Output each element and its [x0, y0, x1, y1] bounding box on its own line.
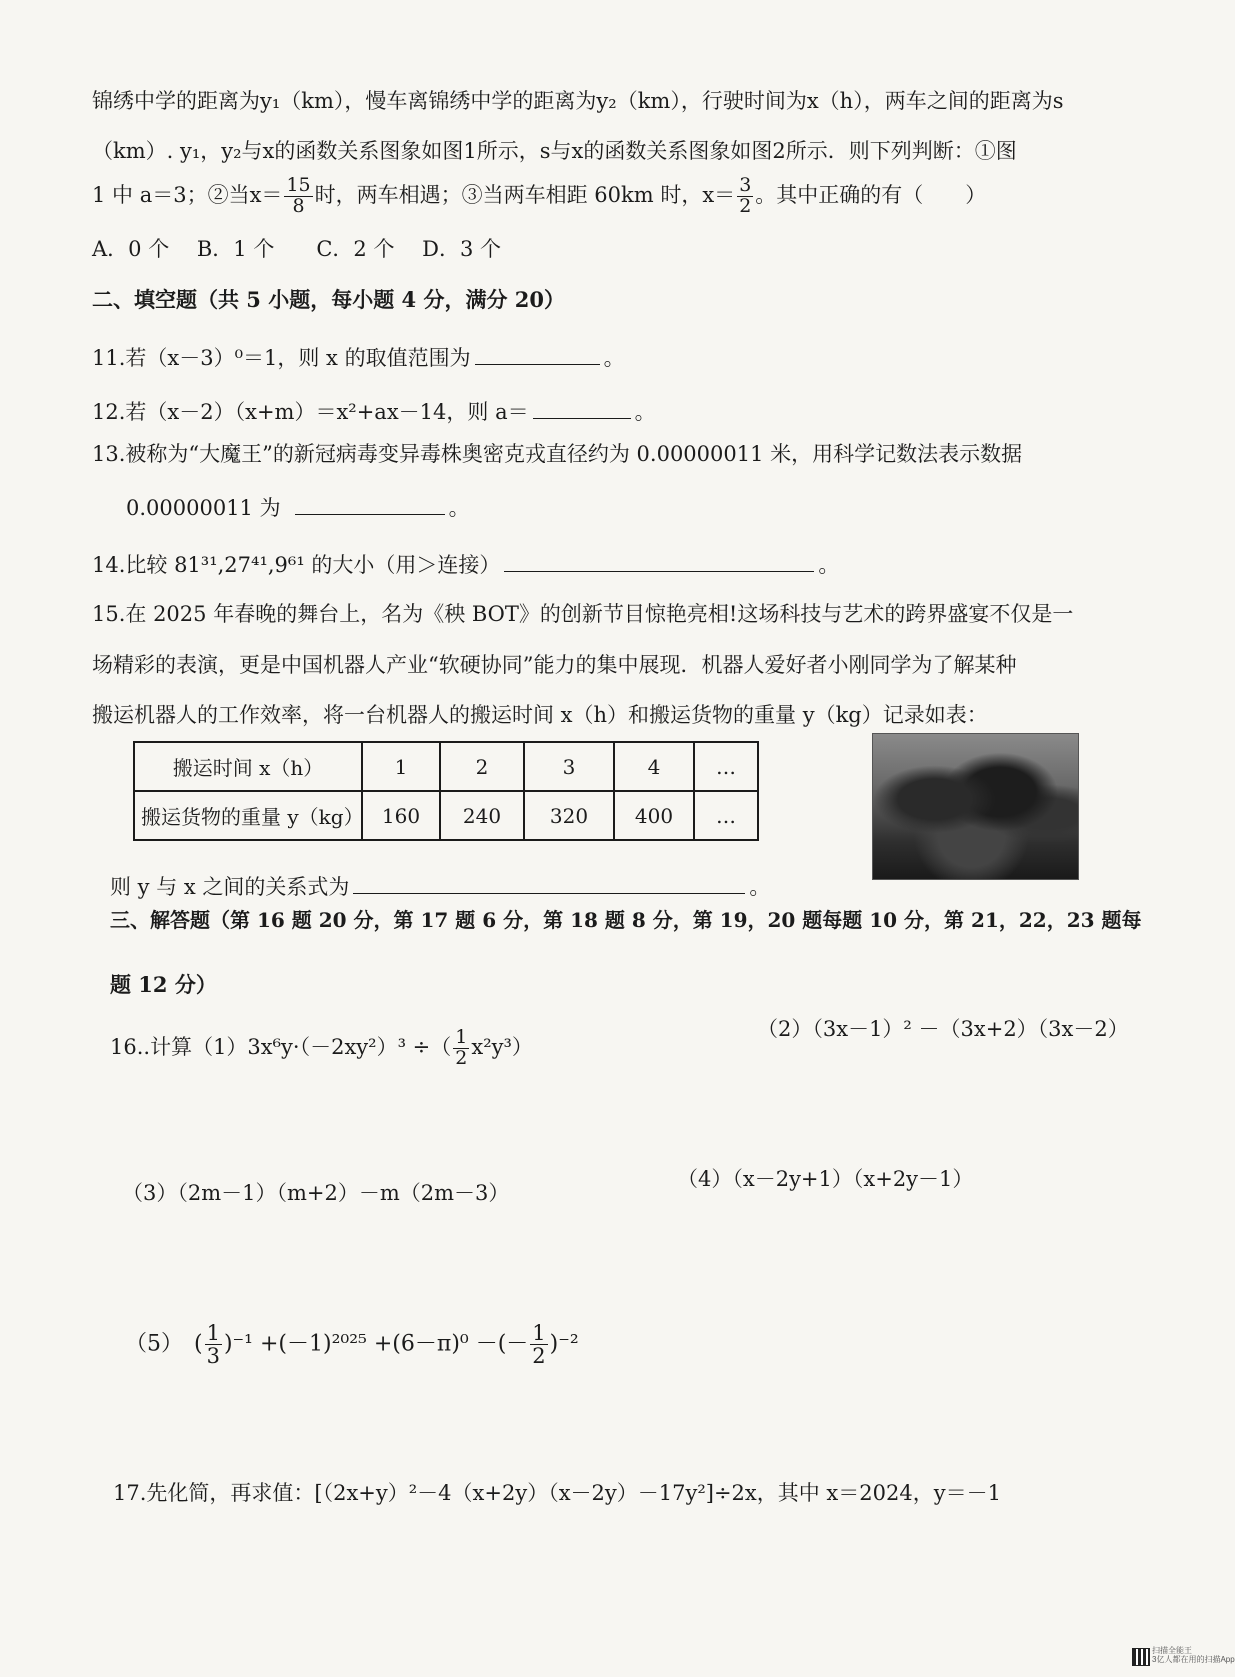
q16-part-5: （5） ( $\frac{1}{3}$ )⁻¹ +(－1)²⁰²⁵ +(6－π)⁰ －(－ $\frac{1}{2}$ )⁻²: [125, 1321, 579, 1369]
q10-line-3-c: 。其中正确的有（ ）: [755, 182, 987, 207]
q16-p5-label: （5）: [125, 1331, 172, 1357]
scanner-watermark: [1152, 1647, 1235, 1665]
table-cell: 1: [362, 742, 440, 791]
fraction-denominator: 2: [455, 1046, 468, 1069]
q15-line-3: 搬运机器人的工作效率，将一台机器人的搬运时间 x（h）和搬运货物的重量 y（kg）记录如表：: [92, 703, 988, 727]
q16-part-4: （4）（x－2y+1）（x+2y－1）: [677, 1167, 974, 1191]
q14-answer-blank[interactable]: [504, 567, 814, 572]
table-cell: 240: [440, 791, 524, 840]
q13-line-2: [126, 495, 470, 521]
q17: 17.先化简，再求值：[（2x+y）²－4（x+2y）（x－2y）－17y²]÷2x，其中 x＝2024，y＝－1: [113, 1481, 1001, 1505]
robot-performance-photo: [872, 733, 1079, 880]
q13-end: 。: [448, 496, 470, 520]
table-cell: …: [694, 742, 758, 791]
q10-line-3: [92, 176, 986, 217]
q13-line-1: 13.被称为“大魔王”的新冠病毒变异毒株奥密克戎直径约为 0.00000011 米，用科学记数法表示数据: [92, 442, 1023, 466]
record-table: [133, 741, 759, 841]
table-header-cell: 搬运货物的重量 y（kg）: [134, 791, 362, 840]
table-cell: 160: [362, 791, 440, 840]
fraction-denominator: 3: [206, 1344, 220, 1369]
table-cell: …: [694, 791, 758, 840]
q11-answer-blank[interactable]: [475, 360, 600, 365]
fraction-1-3: [205, 1322, 222, 1367]
fraction-denominator: 8: [292, 194, 305, 217]
table-cell: 2: [440, 742, 524, 791]
fraction-1-2: [530, 1322, 547, 1367]
table-row: [134, 742, 758, 791]
q15-line-2: 场精彩的表演，更是中国机器人产业“软硬协同”能力的集中展现．机器人爱好者小刚同学为了解某种: [92, 653, 1017, 677]
q10-line-3-b: 时，两车相遇；③当两车相距 60km 时，x＝: [314, 182, 736, 207]
fraction-denominator: 2: [739, 194, 752, 217]
q10-line-3-a: 1 中 a＝3；②当x＝: [92, 182, 283, 207]
q15-after-text: 则 y 与 x 之间的关系式为: [110, 875, 350, 899]
table-header-cell: 搬运时间 x（h）: [134, 742, 362, 791]
fraction-15-8: [284, 176, 312, 217]
q16-part-3: （3）（2m－1）（m+2）－m（2m－3）: [122, 1181, 510, 1205]
watermark-title: 扫描全能王: [1152, 1646, 1192, 1655]
q13-answer-blank[interactable]: [295, 510, 445, 515]
q15-answer-blank[interactable]: [353, 889, 745, 894]
section-3-heading: 三、解答题（第 16 题 20 分，第 17 题 6 分，第 18 题 8 分，第 19，20 题每题 10 分，第 21，22，23 题每: [110, 908, 1142, 932]
q11: [92, 345, 625, 371]
q10-line-1: 锦绣中学的距离为y₁（km），慢车离锦绣中学的距离为y₂（km），行驶时间为x（h），两车之间的距离为s: [92, 89, 1064, 113]
q14: [92, 552, 839, 578]
fraction-denominator: 2: [532, 1344, 546, 1369]
fraction-numerator: 1: [532, 1321, 546, 1345]
table-cell: 4: [614, 742, 694, 791]
table-cell: 3: [524, 742, 614, 791]
q12-end: 。: [634, 400, 656, 424]
q11-text: 11.若（x－3）⁰＝1，则 x 的取值范围为: [92, 346, 471, 370]
q16-p1-a: 16..计算（1）3x⁶y·（－2xy²）³ ÷（: [110, 1034, 452, 1059]
fraction-numerator: 15: [286, 174, 311, 196]
fraction-3-2: [737, 176, 753, 217]
q15-line-1: 15.在 2025 年春晚的舞台上，名为《秧 BOT》的创新节目惊艳亮相!这场科技与艺术的跨界盛宴不仅是一: [92, 602, 1074, 626]
fraction-numerator: 1: [206, 1321, 220, 1345]
qr-code-icon: [1132, 1648, 1150, 1666]
q12-answer-blank[interactable]: [533, 414, 631, 419]
q15-end: 。: [749, 875, 771, 899]
q16-part-2: （2）（3x－1）² －（3x+2）（3x－2）: [757, 1017, 1129, 1041]
table-row: [134, 791, 758, 840]
q10-options: A．0 个 B．1 个 C．2 个 D．3 个: [92, 237, 501, 261]
fraction-1-2: [453, 1028, 469, 1069]
q13-line-2-text: 0.00000011 为: [126, 496, 281, 520]
q12-text: 12.若（x－2）（x+m）＝x²+ax－14，则 a＝: [92, 400, 529, 424]
q16-p5-end: )⁻²: [549, 1331, 579, 1357]
q15-answer-line: [110, 874, 770, 900]
q16-p1-b: x²y³）: [471, 1034, 533, 1059]
q10-line-2: （km）. y₁，y₂与x的函数关系图象如图1所示，s与x的函数关系图象如图2所示．则下列判断：①图: [92, 139, 1017, 163]
q12: [92, 399, 656, 425]
watermark-subtitle: 3亿人都在用的扫描App: [1152, 1654, 1235, 1664]
q11-end: 。: [603, 346, 625, 370]
q14-end: 。: [818, 553, 840, 577]
q14-text: 14.比较 81³¹,27⁴¹,9⁶¹ 的大小（用＞连接）: [92, 553, 501, 577]
table-cell: 400: [614, 791, 694, 840]
fraction-numerator: 3: [739, 174, 752, 196]
section-3-heading-cont: 题 12 分）: [110, 972, 217, 997]
q16-p5-mid: )⁻¹ +(－1)²⁰²⁵ +(6－π)⁰ －(－: [223, 1331, 529, 1357]
section-2-heading: 二、填空题（共 5 小题，每小题 4 分，满分 20）: [92, 287, 566, 312]
q16-part-1: [110, 1028, 533, 1069]
table-cell: 320: [524, 791, 614, 840]
fraction-numerator: 1: [455, 1026, 468, 1048]
